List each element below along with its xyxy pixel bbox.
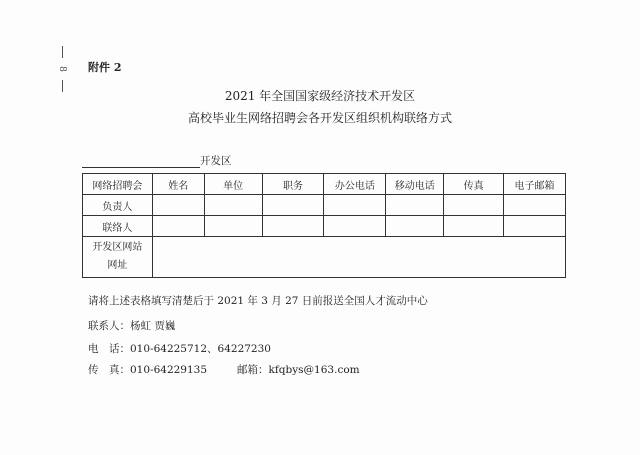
document-title-line-1: 2021 年全国国家级经济技术开发区 xyxy=(224,89,416,103)
header-cell: 移动电话 xyxy=(386,174,444,195)
header-cell: 网络招聘会 xyxy=(83,174,153,195)
empty-cell xyxy=(152,216,204,237)
empty-cell xyxy=(262,216,324,237)
instruction-text: 请将上述表格填写清楚后于 2021 年 3 月 27 日前报送全国人才流动中心 xyxy=(88,295,428,307)
website-label xyxy=(83,237,153,278)
fax-number: 传 真：010-64229135 xyxy=(88,364,208,376)
website-label-line-2: 网址 xyxy=(107,260,128,271)
row-label: 联络人 xyxy=(83,216,153,237)
empty-cell xyxy=(324,216,386,237)
website-value-cell xyxy=(152,237,565,278)
phone-numbers: 电 话：010-64225712、64227230 xyxy=(88,343,271,355)
header-cell: 单位 xyxy=(204,174,262,195)
table-row xyxy=(83,195,566,216)
header-cell: 传真 xyxy=(444,174,504,195)
website-label-line-1: 开发区网站 xyxy=(92,242,143,253)
header-cell: 办公电话 xyxy=(324,174,386,195)
table-header-row xyxy=(83,174,566,195)
empty-cell xyxy=(262,195,324,216)
empty-cell xyxy=(444,216,504,237)
empty-cell xyxy=(204,195,262,216)
zone-name-blank xyxy=(82,157,200,168)
development-zone-field xyxy=(82,153,232,168)
empty-cell xyxy=(152,195,204,216)
email-address: 邮箱：kfqbys@163.com xyxy=(237,364,360,376)
empty-cell xyxy=(504,195,566,216)
table-row xyxy=(83,216,566,237)
contact-table xyxy=(82,173,566,278)
empty-cell xyxy=(386,216,444,237)
empty-cell xyxy=(386,195,444,216)
zone-suffix: 开发区 xyxy=(200,155,232,167)
page-number: 8 xyxy=(56,66,67,72)
attachment-label: 附件 2 xyxy=(88,61,122,74)
empty-cell xyxy=(504,216,566,237)
header-cell: 电子邮箱 xyxy=(504,174,566,195)
contact-person: 联系人：杨虹 贾巍 xyxy=(88,320,176,332)
empty-cell xyxy=(204,216,262,237)
row-label: 负责人 xyxy=(83,195,153,216)
empty-cell xyxy=(324,195,386,216)
header-cell: 姓名 xyxy=(152,174,204,195)
fax-email-line xyxy=(88,362,360,377)
empty-cell xyxy=(444,195,504,216)
document-title-line-2: 高校毕业生网络招聘会各开发区组织机构联络方式 xyxy=(187,111,452,125)
table-row xyxy=(83,237,566,278)
header-cell: 职务 xyxy=(262,174,324,195)
margin-dash-top xyxy=(62,46,63,58)
